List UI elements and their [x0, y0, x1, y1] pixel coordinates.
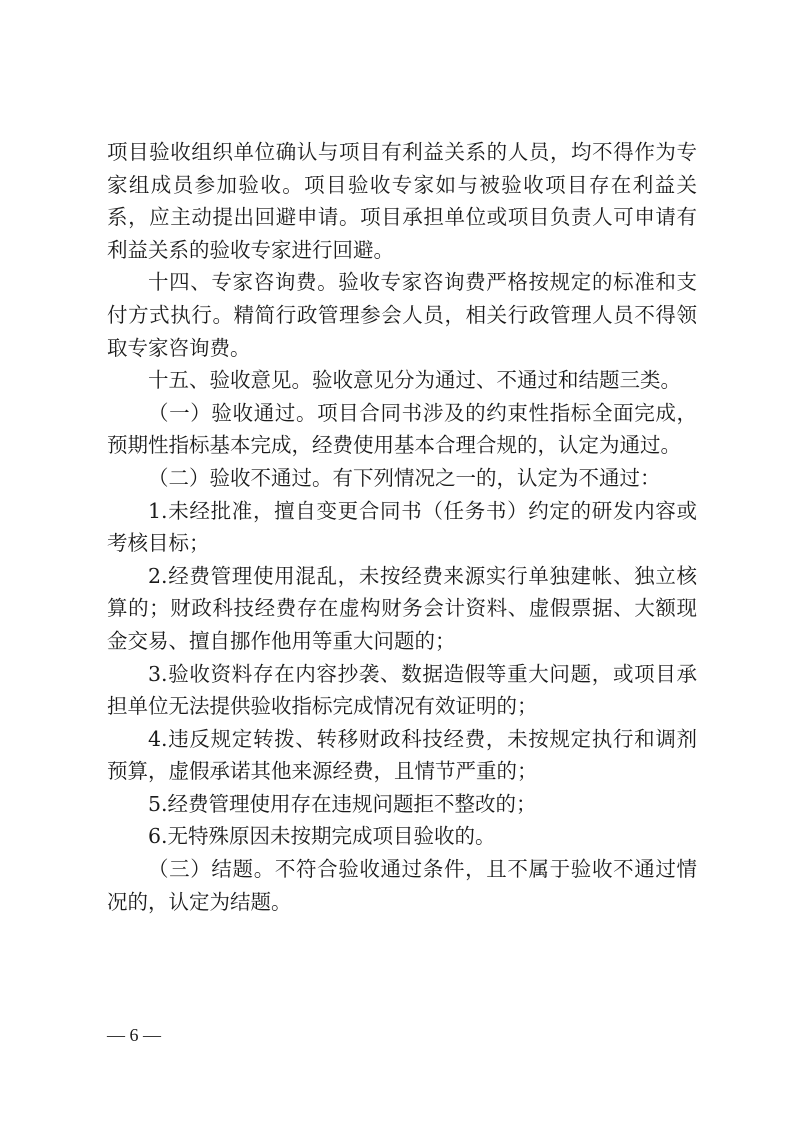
paragraph-line: 6.无特殊原因未按期完成项目验收的。 [148, 824, 496, 849]
paragraph [107, 495, 697, 560]
paragraph [107, 853, 697, 918]
paragraph-line: 4.违反规定转拨、转移财政科技经费，未按规定执行和调剂 [148, 726, 697, 751]
paragraph-line: 金交易、擅自挪作他用等重大问题的； [107, 628, 456, 653]
paragraph-line: 1.未经批准，擅自变更合同书（任务书）约定的研发内容或 [148, 498, 697, 523]
paragraph-line: （三）结题。不符合验收通过条件，且不属于验收不通过情 [148, 857, 697, 882]
paragraph-line: 家组成员参加验收。项目验收专家如与被验收项目存在利益关 [107, 172, 697, 197]
paragraph-line: 项目验收组织单位确认与项目有利益关系的人员，均不得作为专 [107, 140, 697, 164]
paragraph-line: 算的；财政科技经费存在虚构财务会计资料、虚假票据、大额现 [107, 596, 697, 621]
paragraph-line: 况的，认定为结题。 [107, 889, 292, 914]
paragraph-line: 3.验收资料存在内容抄袭、数据造假等重大问题，或项目承 [148, 661, 697, 686]
paragraph [107, 788, 697, 821]
paragraph-line: 5.经费管理使用存在违规问题拒不整改的； [148, 791, 537, 816]
paragraph [107, 266, 697, 364]
paragraph-line: 十五、验收意见。验收意见分为通过、不通过和结题三类。 [148, 368, 681, 393]
paragraph [107, 364, 697, 397]
paragraph [107, 136, 697, 266]
document-body [107, 136, 697, 918]
paragraph-line: 十四、专家咨询费。验收专家咨询费严格按规定的标准和支 [148, 270, 697, 295]
paragraph-line: 考核目标； [107, 531, 210, 556]
paragraph [107, 658, 697, 723]
paragraph-line: 取专家咨询费。 [107, 335, 251, 360]
paragraph-line: 利益关系的验收专家进行回避。 [107, 237, 394, 262]
paragraph-line: 担单位无法提供验收指标完成情况有效证明的； [107, 694, 538, 719]
paragraph-line: 预期性指标基本完成，经费使用基本合理合规的，认定为通过。 [107, 433, 681, 458]
paragraph [107, 397, 697, 462]
paragraph [107, 820, 697, 853]
paragraph [107, 462, 697, 495]
paragraph-line: （一）验收通过。项目合同书涉及的约束性指标全面完成， [148, 400, 697, 425]
paragraph-line: （二）验收不通过。有下列情况之一的，认定为不通过： [148, 465, 661, 490]
paragraph-line: 2.经费管理使用混乱，未按经费来源实行单独建帐、独立核 [148, 563, 697, 588]
paragraph [107, 723, 697, 788]
page-number: — 6 — [107, 1025, 161, 1045]
paragraph-line: 付方式执行。精简行政管理参会人员，相关行政管理人员不得领 [107, 302, 697, 327]
paragraph [107, 560, 697, 658]
paragraph-line: 系，应主动提出回避申请。项目承担单位或项目负责人可申请有 [107, 205, 697, 230]
paragraph-line: 预算，虚假承诺其他来源经费，且情节严重的； [107, 759, 538, 784]
